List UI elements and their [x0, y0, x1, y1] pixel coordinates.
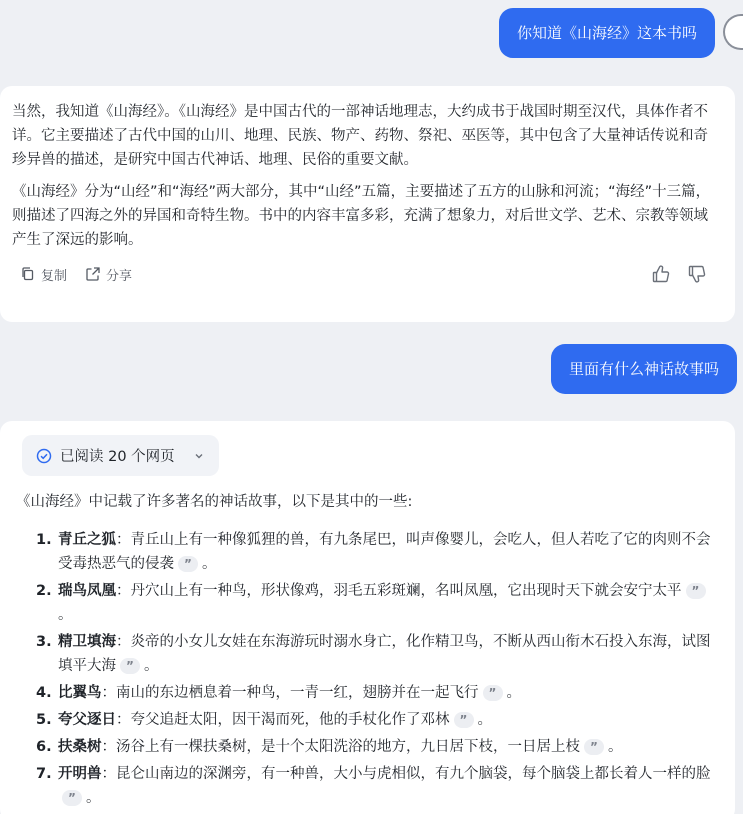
share-icon	[85, 266, 101, 282]
quote-icon[interactable]: ”	[483, 685, 503, 701]
story-list-item	[36, 708, 717, 732]
share-button[interactable]	[85, 265, 132, 284]
answer-paragraph: 当然，我知道《山海经》。《山海经》是中国古代的一部神话地理志，大约成书于战国时期至汉代，具体作者不详。它主要描述了古代中国的山川、地理、民族、物产、药物、祭祀、巫医等，其中包含了大量神话传说和奇珍异兽的描述，是研究中国古代神话、地理、民俗的重要文献。	[12, 104, 708, 168]
story-end: 。	[506, 685, 521, 701]
answer-intro: 《山海经》中记载了许多著名的神话故事，以下是其中的一些:	[16, 494, 413, 510]
answer-paragraph: 《山海经》分为“山经”和“海经”两大部分，其中“山经”五篇，主要描述了五方的山脉和河流；“海经”十三篇，则描述了四海之外的异国和奇特生物。书中的内容丰富多彩，充满了想象力，对后世文学、艺术、宗教等领域产生了深远的影响。	[12, 184, 711, 248]
quote-icon[interactable]: ”	[62, 790, 82, 806]
story-colon: ：	[101, 739, 116, 755]
story-colon: ：	[116, 583, 131, 599]
assistant-message-card	[0, 421, 735, 814]
story-text: 汤谷上有一棵扶桑树，是十个太阳洗浴的地方，九日居下枝，一日居上枝	[116, 739, 580, 755]
story-number: 4.	[36, 685, 52, 701]
story-end: 。	[202, 556, 217, 572]
story-list-item	[36, 630, 717, 678]
story-text: 夸父追赶太阳，因干渴而死，他的手杖化作了邓林	[130, 712, 450, 728]
copy-button[interactable]	[20, 265, 67, 284]
story-body	[58, 708, 492, 732]
quote-icon[interactable]: ”	[178, 556, 198, 572]
story-text: 昆仑山南边的深渊旁，有一种兽，大小与虎相似，有九个脑袋，每个脑袋上都长着人一样的脸	[116, 766, 711, 782]
story-body	[58, 630, 717, 678]
user-message-bubble: 你知道《山海经》这本书吗	[499, 8, 715, 58]
thumbs-down-icon[interactable]	[687, 264, 707, 284]
share-label: 分享	[106, 268, 133, 284]
story-title: 夸父逐日	[58, 712, 116, 728]
copy-icon	[20, 266, 36, 282]
story-colon: ：	[116, 634, 131, 650]
story-list-item	[36, 579, 717, 627]
read-status-text: 已阅读 20 个网页	[60, 449, 175, 465]
quote-icon[interactable]: ”	[120, 658, 140, 674]
story-colon: ：	[101, 685, 116, 701]
story-colon: ：	[116, 532, 131, 548]
story-body	[58, 762, 717, 810]
story-list-item	[36, 735, 717, 759]
quote-icon[interactable]: ”	[584, 739, 604, 755]
story-end: 。	[144, 658, 159, 674]
story-end: 。	[608, 739, 623, 755]
story-title: 瑞鸟凤凰	[58, 583, 116, 599]
read-sources-toggle[interactable]	[22, 435, 219, 476]
story-body	[58, 579, 717, 627]
story-number: 2.	[36, 583, 52, 599]
story-text: 南山的东边栖息着一种鸟，一青一红，翅膀并在一起飞行	[116, 685, 479, 701]
check-circle-icon	[36, 448, 52, 464]
story-number: 3.	[36, 634, 52, 650]
user-message-row	[499, 8, 743, 58]
story-body	[58, 681, 521, 705]
quote-icon[interactable]: ”	[686, 583, 706, 599]
story-colon: ：	[116, 712, 131, 728]
chevron-down-icon	[193, 450, 205, 462]
story-number: 5.	[36, 712, 52, 728]
story-list	[22, 528, 717, 810]
story-number: 6.	[36, 739, 52, 755]
story-title: 开明兽	[58, 766, 102, 782]
story-end: 。	[86, 790, 101, 806]
copy-label: 复制	[41, 268, 68, 284]
story-body	[58, 735, 623, 759]
story-text: 丹穴山上有一种鸟，形状像鸡，羽毛五彩斑斓，名叫凤凰，它出现时天下就会安宁太平	[130, 583, 682, 599]
thumbs-up-icon[interactable]	[651, 264, 671, 284]
story-title: 扶桑树	[58, 739, 102, 755]
story-colon: ：	[101, 766, 116, 782]
story-title: 精卫填海	[58, 634, 116, 650]
story-body	[58, 528, 717, 576]
user-avatar	[723, 14, 743, 50]
story-list-item	[36, 681, 717, 705]
quote-icon[interactable]: ”	[454, 712, 474, 728]
message-actions	[12, 264, 717, 284]
story-number: 1.	[36, 532, 52, 548]
assistant-message-card	[0, 86, 735, 322]
story-end: 。	[58, 607, 73, 623]
story-list-item	[36, 762, 717, 810]
story-list-item	[36, 528, 717, 576]
story-text: 青丘山上有一种像狐狸的兽，有九条尾巴，叫声像婴儿，会吃人，但人若吃了它的肉则不会受毒热恶气的侵袭	[58, 532, 711, 572]
story-title: 比翼鸟	[58, 685, 102, 701]
story-text: 炎帝的小女儿女娃在东海游玩时溺水身亡，化作精卫鸟，不断从西山衔木石投入东海，试图填平大海	[58, 634, 711, 674]
user-message-bubble: 里面有什么神话故事吗	[551, 344, 737, 394]
story-number: 7.	[36, 766, 52, 782]
user-message-row	[551, 344, 737, 394]
story-title: 青丘之狐	[58, 532, 116, 548]
story-end: 。	[477, 712, 492, 728]
